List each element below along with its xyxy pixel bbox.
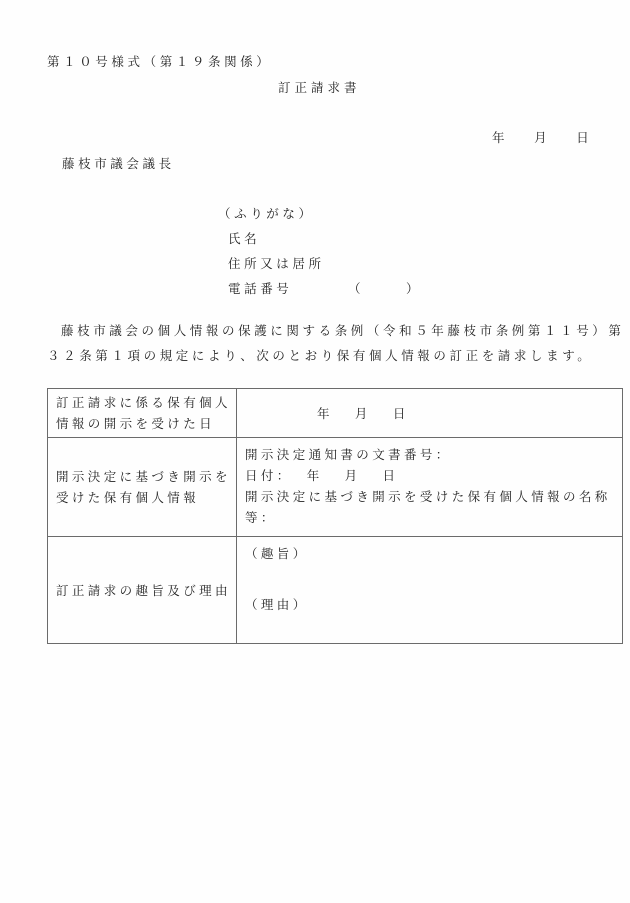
submission-date <box>492 128 592 146</box>
phone-paren-open: （ <box>348 281 365 296</box>
disclosure-date-field[interactable] <box>237 389 623 438</box>
disclosed-info-field[interactable] <box>237 438 623 537</box>
reason-label: （理由） <box>245 597 309 612</box>
label-disclosed-info: 開示決定に基づき開示を 受けた保有個人情報 <box>48 438 237 537</box>
form-number: 第１０号様式（第１９条関係） <box>47 54 273 69</box>
day-label: 日 <box>392 406 409 421</box>
info-name-label: 開示決定に基づき開示を受けた保有個人情報の名称等： <box>245 489 611 525</box>
address-label: 住所又は居所 <box>228 256 325 271</box>
table-row-disclosed-info <box>48 438 623 537</box>
notice-date: 日付： 年 月 日 <box>245 468 399 483</box>
statement-line-1: 藤枝市議会の個人情報の保護に関する条例（令和５年藤枝市条例第１１号）第 <box>61 323 625 338</box>
purpose-reason-field[interactable] <box>237 537 623 644</box>
doc-number-label: 開示決定通知書の文書番号： <box>245 447 452 462</box>
purpose-label: （趣旨） <box>245 546 309 561</box>
label-purpose-reason: 訂正請求の趣旨及び理由 <box>48 537 237 644</box>
name-label: 氏名 <box>228 231 261 246</box>
furigana-label: （ふりがな） <box>218 206 315 221</box>
addressee: 藤枝市議会議長 <box>62 156 175 171</box>
phone-label: 電話番号 <box>228 281 293 296</box>
day-label: 日 <box>576 130 593 145</box>
label-disclosure-date: 訂正請求に係る保有個人 情報の開示を受けた日 <box>48 389 237 438</box>
table-row-purpose-reason <box>48 537 623 644</box>
year-label: 年 <box>317 406 333 421</box>
month-label: 月 <box>354 406 371 421</box>
document-title: 訂正請求書 <box>278 80 361 95</box>
statement-line-2: ３２条第１項の規定により、次のとおり保有個人情報の訂正を請求します。 <box>47 348 594 363</box>
table-row-disclosure-date <box>48 389 623 438</box>
request-statement <box>47 318 625 368</box>
month-label: 月 <box>534 130 551 145</box>
phone-paren-close: ） <box>406 281 423 296</box>
year-label: 年 <box>492 130 509 145</box>
request-form-table <box>47 388 623 644</box>
